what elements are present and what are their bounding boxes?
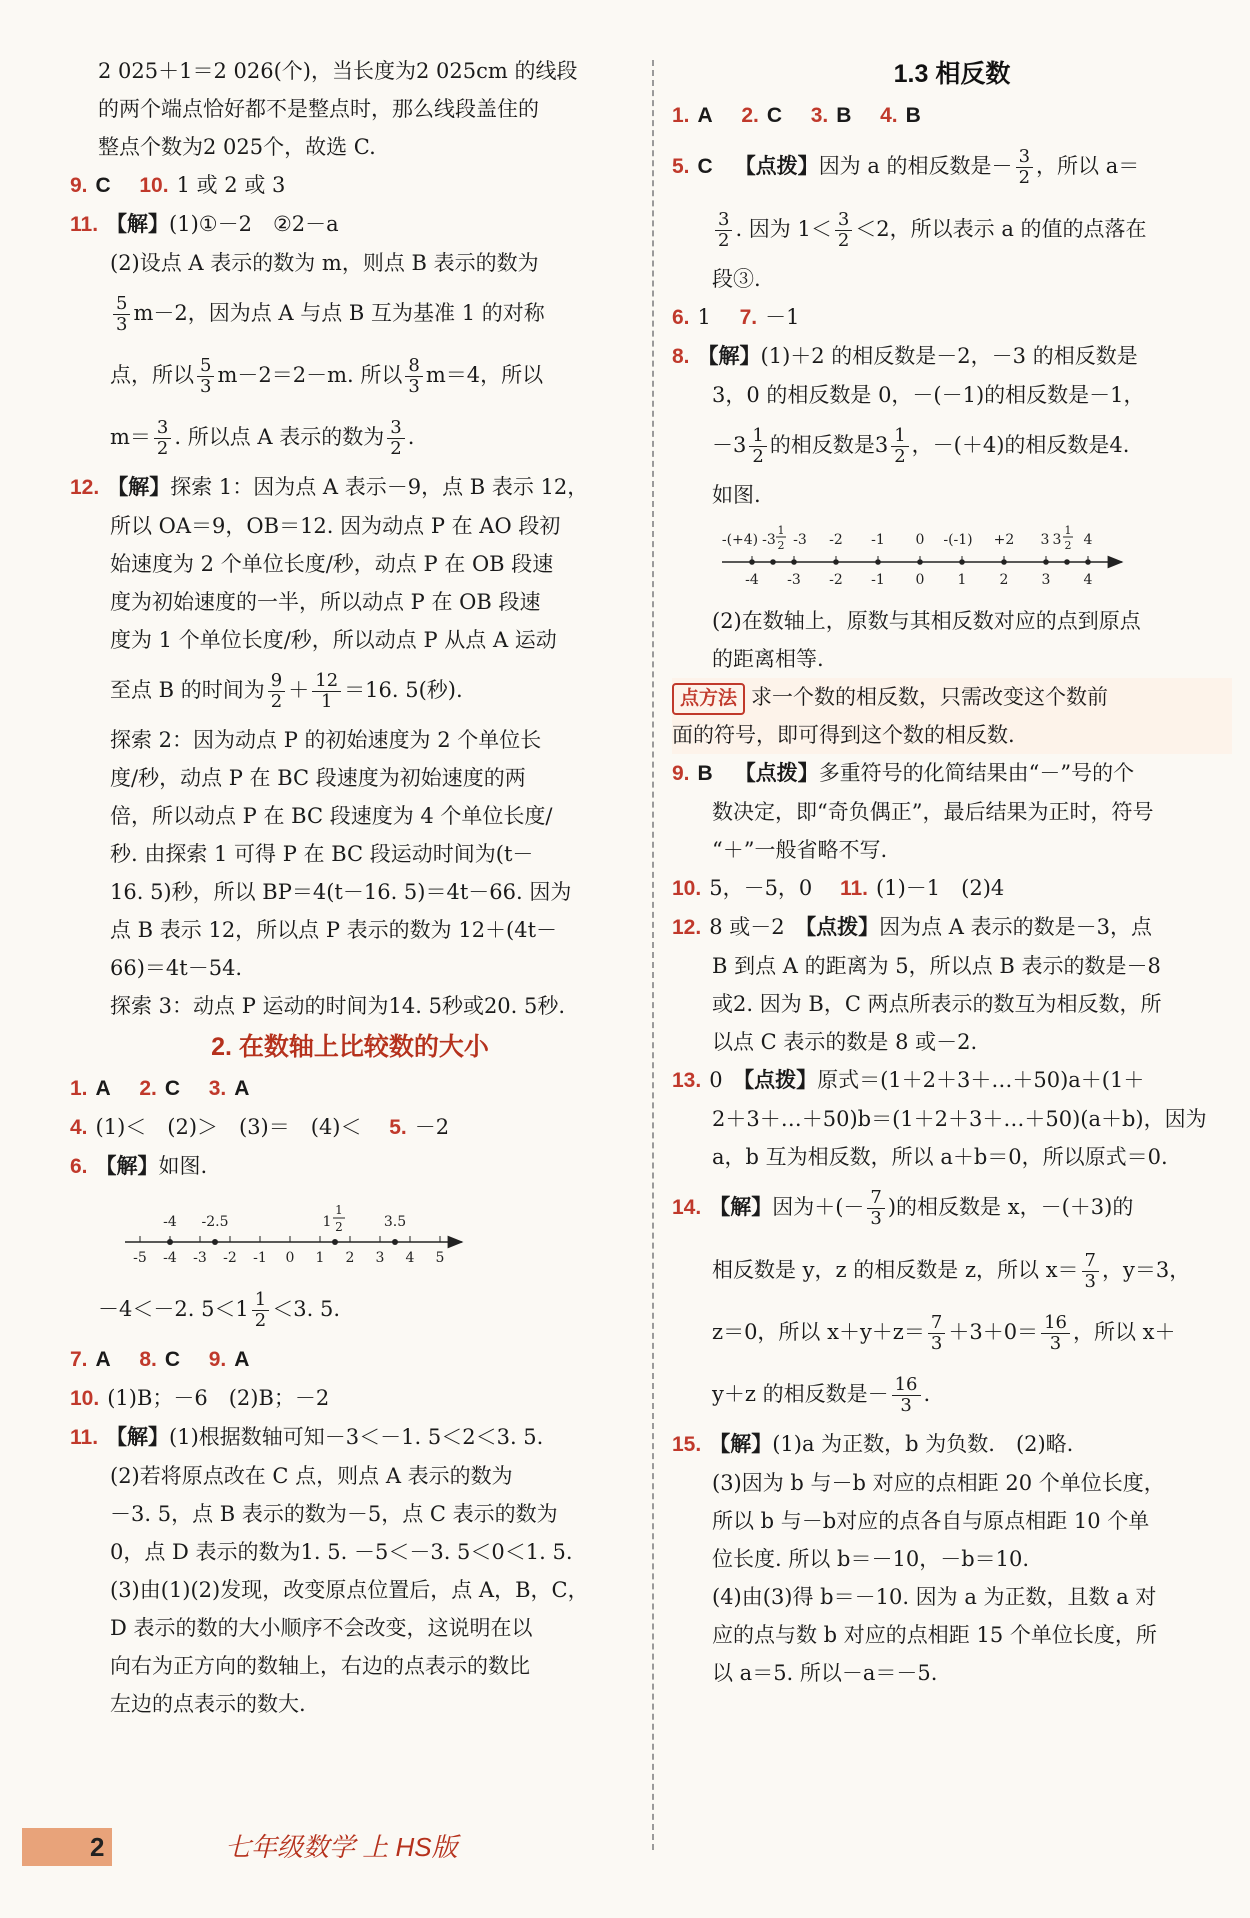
section-title: 1.3 相反数 (893, 60, 1011, 88)
question-number: 11. (839, 877, 869, 900)
left-column (70, 52, 630, 1723)
tick-label: 0 (915, 572, 925, 588)
column-divider (652, 60, 654, 1850)
text-line: (2)若将原点改在 C 点，则点 A 表示的数为 (110, 1464, 513, 1488)
tick-label: 2 (999, 572, 1009, 588)
answer: C (766, 104, 783, 127)
answer: A (234, 1077, 250, 1100)
hint-tag: 【点拨】 (734, 760, 819, 785)
text-line: 以点 C 表示的数是 8 或－2. (712, 1030, 978, 1054)
answer: 1 (697, 305, 711, 329)
text-line: 相反数是 y，z 的相反数是 z，所以 x＝ $\frac{7}{3}$ ，y＝3， (712, 1250, 1191, 1292)
text-line: 向右为正方向的数轴上，右边的点表示的数比 (110, 1654, 530, 1678)
method-tip (672, 678, 1232, 754)
answer-10 (70, 1379, 630, 1418)
point-label: -1 (871, 532, 885, 548)
text-line: 2 025＋1＝2 026(个)，当长度为2 025cm 的线段 (98, 59, 578, 83)
answer: (1)＜ (2)＞ (3)＝ (4)＜ (95, 1115, 362, 1139)
text-line: (3)由(1)(2)发现，改变原点位置后，点 A，B，C， (110, 1578, 589, 1602)
solution-tag: 【解】 (709, 1431, 773, 1456)
question-number: 2. (139, 1077, 157, 1100)
point-marker (332, 1239, 338, 1245)
answer: 8 或－2 (709, 915, 785, 939)
answer: 5，－5，0 (709, 876, 813, 900)
question-number: 3. (208, 1077, 227, 1100)
question-number: 9. (70, 174, 88, 197)
text-line: y＋z 的相反数是－ $\frac{16}{3}$ . (712, 1374, 931, 1416)
point-label: -3 (762, 532, 776, 548)
point-label: -(-1) (943, 532, 973, 548)
answers-1-3 (70, 1069, 630, 1108)
fraction: $\frac{7}{3}$ (928, 1313, 945, 1354)
text-line: 整点个数为2 025个，故选 C. (98, 135, 376, 159)
point-label: 2 (777, 539, 785, 552)
point-label: 4 (1083, 532, 1093, 548)
text-line: 位长度. 所以 b＝－10，－b＝10. (712, 1547, 1030, 1571)
text-line: (2)在数轴上，原数与其相反数对应的点到原点 (712, 609, 1141, 633)
book-title: 七年级数学 上 HS版 (225, 1832, 458, 1862)
text-line: (2)设点 A 表示的数为 m，则点 B 表示的数为 (110, 251, 539, 275)
hint-tag: 【点拨】 (743, 1067, 818, 1092)
answers-4-5 (70, 1108, 630, 1147)
q11-line1 (70, 1418, 630, 1457)
question-number: 9. (208, 1348, 227, 1371)
answer: B (836, 104, 852, 127)
point-label: 0 (915, 532, 925, 548)
point-marker (167, 1239, 173, 1245)
text-line: a，b 互为相反数，所以 a＋b＝0，所以原式＝0. (712, 1145, 1168, 1169)
text-line: 左边的点表示的数大. (110, 1692, 306, 1716)
text-line: 2＋3＋…＋50)b＝(1＋2＋3＋…＋50)(a＋b)，因为 (712, 1107, 1207, 1131)
point-label: 3.5 (383, 1214, 407, 1230)
q12-line1 (70, 468, 630, 507)
text-line: 点 B 表示 12，所以点 P 表示的数为 12＋(4t－ (110, 918, 558, 942)
question-number: 15. (672, 1433, 702, 1456)
text-line: 点，所以 $\frac{5}{3}$ m－2＝2－m. 所以 $\frac{8}{3}$ m＝4，所以 (110, 355, 544, 397)
point-label: 1 (777, 524, 785, 537)
text: (1)①－2 ②2－a (169, 212, 339, 236)
text-line: 0，点 D 表示的数为1. 5. －5＜－3. 5＜0＜1. 5. (110, 1540, 573, 1564)
question-number: 2. (741, 104, 759, 127)
tick-label: -1 (871, 572, 885, 588)
fraction: $\frac{12}{1}$ (312, 671, 341, 712)
fraction: $\frac{5}{3}$ (197, 356, 214, 397)
text-line: m＝ $\frac{3}{2}$ . 所以点 A 表示的数为 $\frac{3}{2}$ . (110, 417, 415, 459)
tick-label: -2 (829, 572, 843, 588)
point-label: 3 (1052, 532, 1062, 548)
solution-tag: 【解】 (709, 1194, 773, 1219)
tick-label: 5 (435, 1250, 445, 1266)
method-line2: 面的符号，即可得到这个数的相反数. (672, 723, 1015, 747)
text-line: z＝0，所以 x＋y＋z＝ $\frac{7}{3}$ ＋3＋0＝ $\frac{16}{3}$ ，所以 x＋ (712, 1312, 1176, 1354)
answer: A (95, 1077, 111, 1100)
answers-6-7 (672, 298, 1232, 337)
tick-label: -4 (163, 1250, 177, 1266)
text-line: (3)因为 b 与－b 对应的点相距 20 个单位长度， (712, 1471, 1165, 1495)
fraction: $\frac{1}{2}$ (252, 1290, 269, 1331)
answer: (1)B；－6 (2)B；－2 (107, 1386, 330, 1410)
method-line1: 点方法 求一个数的相反数，只需改变这个数前 (672, 678, 1232, 716)
fraction: $\frac{16}{3}$ (892, 1375, 921, 1416)
fraction: $\frac{8}{3}$ (405, 356, 422, 397)
fraction: $\frac{16}{3}$ (1041, 1313, 1070, 1354)
tick-label: 4 (1083, 572, 1093, 588)
tick-label: -2 (223, 1250, 237, 1266)
fraction: $\frac{1}{2}$ (891, 426, 908, 467)
question-number: 1. (672, 104, 690, 127)
question-number: 1. (70, 1077, 88, 1100)
text-line: 至点 B 的时间为 $\frac{9}{2}$ ＋ $\frac{12}{1}$ ＝16. 5(秒). (110, 670, 463, 712)
tick-label: -4 (745, 572, 759, 588)
answer: C (697, 155, 713, 178)
text-line: “＋”一般省略不写. (712, 838, 888, 862)
tick-label: -3 (193, 1250, 207, 1266)
section-title: 2. 在数轴上比较数的大小 (211, 1033, 489, 1061)
point-label: 1 (322, 1214, 332, 1230)
point-label: -3 (793, 532, 807, 548)
question-number: 6. (672, 306, 690, 329)
text-line: 3，0 的相反数是 0，－(－1)的相反数是－1， (712, 383, 1145, 407)
q6-line (70, 1147, 630, 1186)
q13-line1: 13. 0 【点拨】原式＝(1＋2＋3＋…＋50)a＋(1＋ (672, 1067, 1145, 1092)
text-line: B 到点 A 的距离为 5，所以点 B 表示的数是－8 (712, 954, 1161, 978)
fraction: $\frac{3}{2}$ (1016, 147, 1033, 188)
point-label: -2.5 (201, 1214, 229, 1230)
fraction: $\frac{3}{2}$ (835, 210, 852, 251)
question-number: 5. (672, 155, 690, 178)
tick-label: -5 (133, 1250, 147, 1266)
q11-line1 (70, 205, 630, 244)
solution-tag: 【解】 (107, 474, 171, 499)
question-number: 12. (672, 916, 702, 939)
answer: －2 (414, 1115, 450, 1139)
question-number: 11. (70, 1426, 99, 1449)
point-marker (392, 1239, 398, 1245)
answer: 1 或 2 或 3 (176, 173, 286, 197)
text-line: 如图. (712, 483, 761, 507)
inequality-line: －4＜－2. 5＜1 $\frac{1}{2}$ ＜3. 5. (98, 1289, 340, 1331)
text-line: (4)由(3)得 b＝－10. 因为 a 为正数，且数 a 对 (712, 1585, 1157, 1609)
question-number: 10. (70, 1387, 100, 1410)
fraction: $\frac{3}{2}$ (154, 418, 171, 459)
point-label: +2 (993, 532, 1015, 548)
right-column (672, 52, 1232, 1692)
answer: C (164, 1077, 181, 1100)
point-label: -4 (163, 1214, 177, 1230)
solution-tag: 【解】 (95, 1153, 159, 1178)
tick-label: 4 (405, 1250, 415, 1266)
text-line: $\frac{5}{3}$ m－2，因为点 A 与点 B 互为基准 1 的对称 (70, 282, 630, 344)
point-marker (212, 1239, 218, 1245)
page-number: 2 (90, 1832, 105, 1862)
solution-tag: 【解】 (106, 211, 170, 236)
text-line: 秒. 由探索 1 可得 P 在 BC 段运动时间为(t－ (110, 842, 534, 866)
text-line: 或2. 因为 B，C 两点所表示的数互为相反数，所 (712, 992, 1162, 1016)
answer: A (697, 104, 713, 127)
fraction: $\frac{3}{2}$ (387, 418, 404, 459)
text-line: 探索 3：动点 P 运动的时间为14. 5秒或20. 5秒. (110, 994, 566, 1018)
point-label: 2 (335, 1220, 343, 1234)
fraction: $\frac{7}{3}$ (1082, 1251, 1099, 1292)
tick-label: 2 (345, 1250, 355, 1266)
answer: C (95, 174, 111, 197)
fraction: $\frac{1}{2}$ (749, 426, 766, 467)
tick-label: -3 (787, 572, 801, 588)
question-number: 9. (672, 762, 690, 785)
hint-tag: 【点拨】 (734, 153, 819, 178)
number-line-figure (702, 520, 1250, 596)
question-number: 11. (70, 213, 99, 236)
tick-label: 3 (375, 1250, 385, 1266)
text-line: 以 a＝5. 所以－a＝－5. (712, 1661, 938, 1685)
point-label: 1 (1064, 524, 1072, 537)
text-line: 段③. (712, 267, 761, 291)
text-line: 度为 1 个单位长度/秒，所以动点 P 从点 A 运动 (110, 628, 557, 652)
number-line-figure (70, 1192, 490, 1272)
text-line: $\frac{3}{2}$ . 因为 1＜ $\frac{3}{2}$ ＜2，所以表示 a 的值的点落在 (672, 198, 1232, 260)
text-line: －3 $\frac{1}{2}$ 的相反数是3 $\frac{1}{2}$ ，－(＋4)的相反数是4. (712, 425, 1130, 467)
text: 如图. (158, 1154, 208, 1178)
answer: C (164, 1348, 181, 1371)
fraction: $\frac{9}{2}$ (268, 671, 285, 712)
answers-9-10 (70, 166, 630, 205)
q9-line1: 9. B 【点拨】多重符号的化简结果由“－”号的个 (672, 760, 1135, 785)
text-line: 所以 OA＝9，OB＝12. 因为动点 P 在 AO 段初 (110, 514, 561, 538)
answer: B (905, 104, 921, 127)
question-number: 8. (672, 345, 690, 368)
answer: －1 (765, 305, 800, 329)
q5-line1: 5. C 【点拨】因为 a 的相反数是－ $\frac{3}{2}$ ，所以 a＝ (672, 146, 1140, 188)
point-label: -2 (829, 532, 843, 548)
solution-tag: 【解】 (697, 343, 761, 368)
text-line: 始速度为 2 个单位长度/秒，动点 P 在 OB 段速 (110, 552, 554, 576)
question-number: 10. (672, 877, 702, 900)
question-number: 7. (70, 1348, 88, 1371)
tick-label: 1 (957, 572, 967, 588)
answers-10-11 (672, 869, 1232, 908)
tick-label: 1 (315, 1250, 325, 1266)
tick-label: 0 (285, 1250, 295, 1266)
point-label: 3 (1040, 532, 1050, 548)
page-footer (0, 1818, 1250, 1878)
text-line: 所以 b 与－b对应的点各自与原点相距 10 个单 (712, 1509, 1150, 1533)
text-line: 倍，所以动点 P 在 BC 段速度为 4 个单位长度/ (110, 804, 553, 828)
tick-label: -1 (253, 1250, 267, 1266)
answers-1-4 (672, 96, 1232, 135)
tick-label: 3 (1041, 572, 1051, 588)
answer: A (234, 1348, 250, 1371)
text-line: 的两个端点恰好都不是整点时，那么线段盖住的 (98, 97, 539, 121)
question-number: 7. (739, 306, 758, 329)
question-number: 4. (880, 104, 898, 127)
text-line: 应的点与数 b 对应的点相距 15 个单位长度，所 (712, 1623, 1157, 1647)
hint-tag: 【点拨】 (805, 914, 880, 939)
text: (1)根据数轴可知－3＜－1. 5＜2＜3. 5. (169, 1425, 544, 1449)
solution-tag: 【解】 (106, 1424, 170, 1449)
text-line: 16. 5)秒，所以 BP＝4(t－16. 5)＝4t－66. 因为 (110, 880, 572, 904)
answer: (1)－1 (2)4 (876, 876, 1005, 900)
question-number: 10. (139, 174, 169, 197)
answer: A (95, 1348, 111, 1371)
method-label: 点方法 (672, 683, 745, 715)
question-number: 14. (672, 1196, 702, 1219)
text-line: 探索 2：因为动点 P 的初始速度为 2 个单位长 (110, 728, 542, 752)
answer: B (697, 762, 713, 785)
question-number: 6. (70, 1155, 88, 1178)
question-number: 12. (70, 476, 100, 499)
text-line: 度为初始速度的一半，所以动点 P 在 OB 段速 (110, 590, 541, 614)
answer: 0 (709, 1068, 723, 1092)
text-line: D 表示的数的大小顺序不会改变，这说明在以 (110, 1616, 533, 1640)
point-label: 2 (1064, 539, 1072, 552)
q8-line1: 8. 【解】(1)＋2 的相反数是－2，－3 的相反数是 (672, 343, 1138, 368)
text-line: 66)＝4t－54. (110, 956, 243, 980)
point-label: -(+4) (721, 532, 759, 548)
question-number: 3. (810, 104, 829, 127)
fraction: $\frac{5}{3}$ (113, 294, 130, 335)
q12-line1: 12. 8 或－2 【点拨】因为点 A 表示的数是－3，点 (672, 914, 1152, 939)
question-number: 13. (672, 1069, 702, 1092)
fraction: $\frac{3}{2}$ (715, 210, 732, 251)
text-line: 度/秒，动点 P 在 BC 段速度为初始速度的两 (110, 766, 526, 790)
q15-line1: 15. 【解】(1)a 为正数，b 为负数. (2)略. (672, 1431, 1074, 1456)
text-line: 的距离相等. (712, 647, 824, 671)
point-label: 1 (335, 1203, 343, 1217)
answers-7-9 (70, 1340, 630, 1379)
question-number: 4. (70, 1116, 88, 1139)
question-number: 5. (389, 1116, 407, 1139)
fraction: $\frac{7}{3}$ (867, 1188, 884, 1229)
question-number: 8. (139, 1348, 157, 1371)
q14-line1: 14. 【解】因为＋(－ $\frac{7}{3}$ )的相反数是 x，－(＋3)的 (672, 1187, 1134, 1229)
text-line: 数决定，即“奇负偶正”，最后结果为正时，符号 (712, 800, 1154, 824)
text: 探索 1：因为点 A 表示－9，点 B 表示 12， (170, 475, 589, 499)
text-line: －3. 5，点 B 表示的数为－5，点 C 表示的数为 (110, 1502, 558, 1526)
